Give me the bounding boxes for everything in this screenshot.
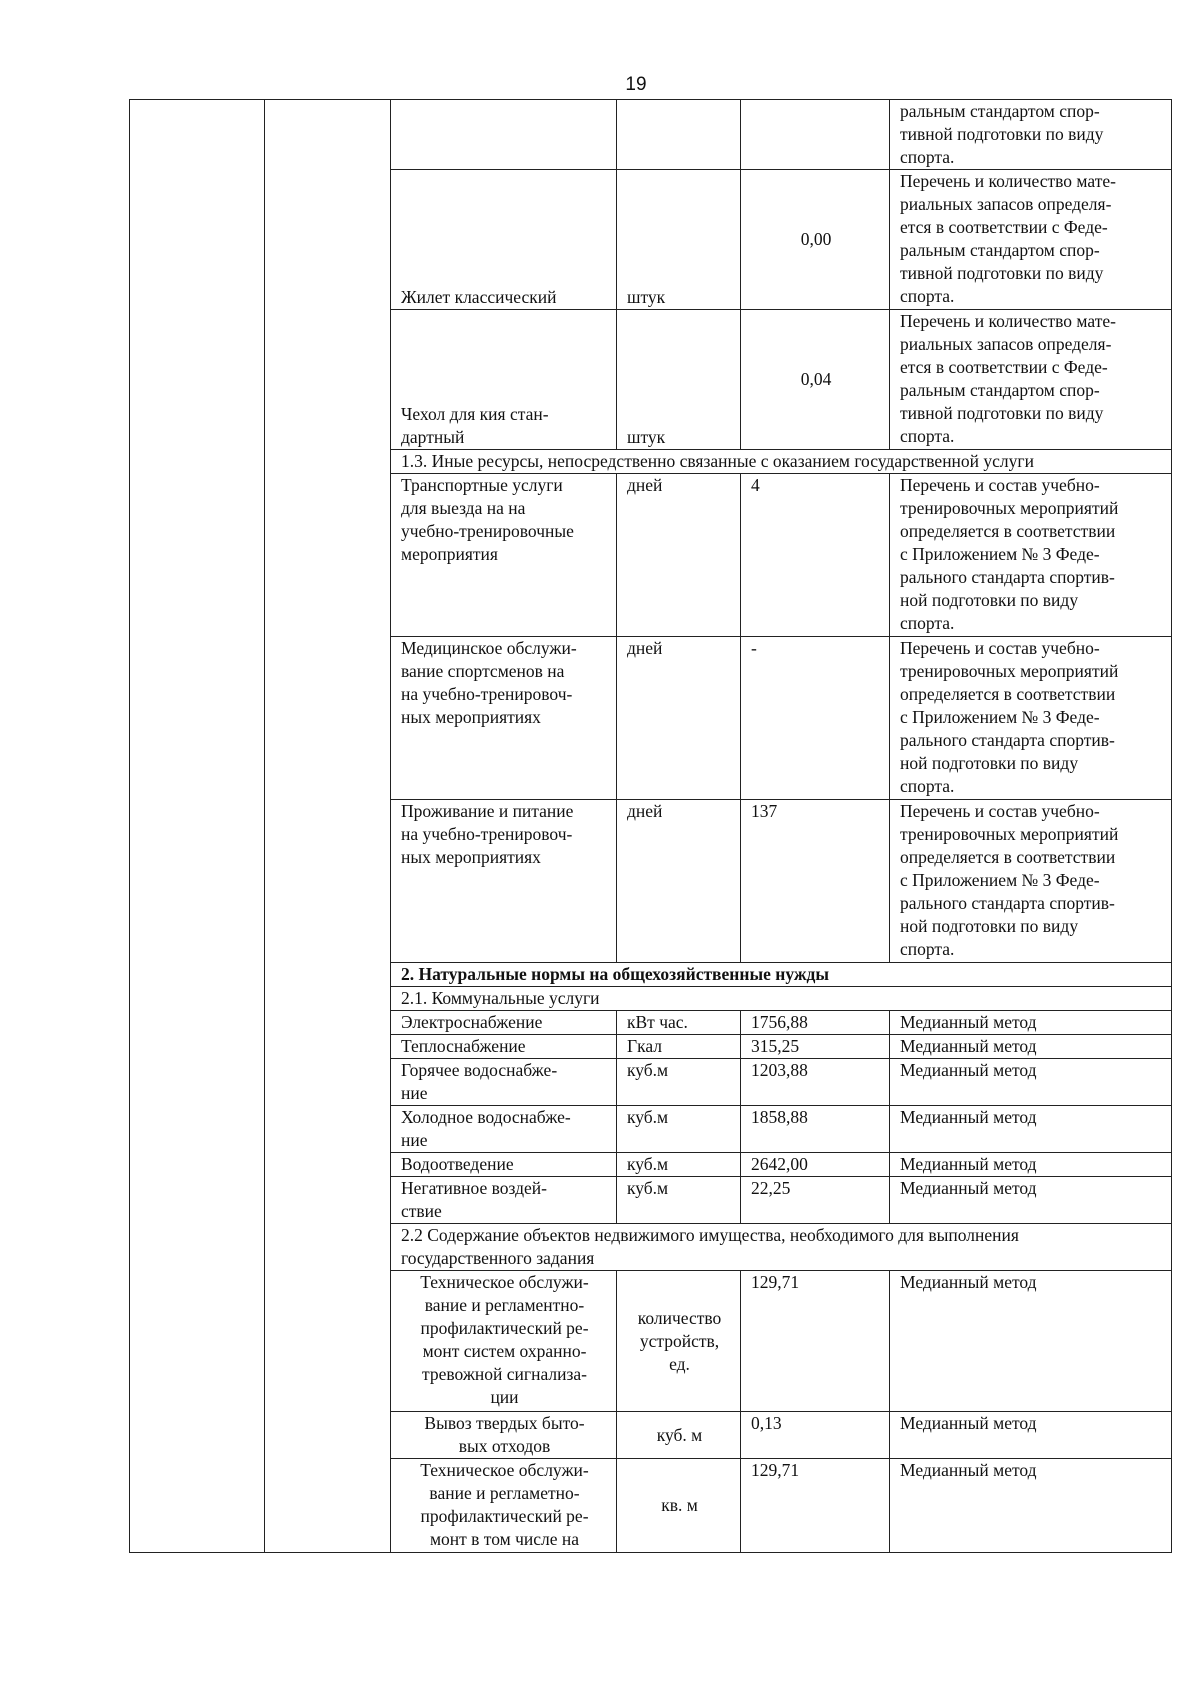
blank-column-2 <box>265 100 391 1553</box>
property-method: Медианный метод <box>890 1412 1172 1459</box>
resource-value: 4 <box>741 474 890 637</box>
property-name: Техническое обслужи- вание и регламетно- профилактический ре- монт в том числе на <box>391 1459 617 1553</box>
property-value: 129,71 <box>741 1459 890 1553</box>
utility-method: Медианный метод <box>890 1059 1172 1106</box>
utility-unit: куб.м <box>617 1106 741 1153</box>
utility-name: Горячее водоснабже- ние <box>391 1059 617 1106</box>
section-2-2-title: 2.2 Содержание объектов недвижимого имущества, необходимого для выполнения государственного задания <box>391 1224 1172 1271</box>
utility-name: Электроснабжение <box>391 1011 617 1035</box>
utility-value: 22,25 <box>741 1177 890 1224</box>
resource-name: Чехол для кия стан- дартный <box>391 310 617 450</box>
resource-value: 0,04 <box>741 310 890 450</box>
property-name: Техническое обслужи- вание и регламентно- профилактический ре- монт систем охранно- тревожной сигнализа- ции <box>391 1271 617 1412</box>
resource-name: Жилет классический <box>391 170 617 310</box>
page-number: 19 <box>625 74 647 95</box>
resource-unit: дней <box>617 800 741 963</box>
utility-name: Теплоснабжение <box>391 1035 617 1059</box>
property-unit: куб. м <box>617 1412 741 1459</box>
resource-unit: дней <box>617 474 741 637</box>
resource-value: 137 <box>741 800 890 963</box>
utility-name: Негативное воздей- ствие <box>391 1177 617 1224</box>
resource-unit: штук <box>617 310 741 450</box>
table-row <box>130 100 1172 170</box>
resource-name <box>391 100 617 170</box>
resource-note: Перечень и состав учебно- тренировочных мероприятий определяется в соответствии с Приложением № 3 Феде- рального стандарта спортив- ной подготовки по виду спорта. <box>890 637 1172 800</box>
resource-value <box>741 100 890 170</box>
resource-value: - <box>741 637 890 800</box>
utility-value: 1203,88 <box>741 1059 890 1106</box>
utility-name: Холодное водоснабже- ние <box>391 1106 617 1153</box>
resource-unit: штук <box>617 170 741 310</box>
resource-value: 0,00 <box>741 170 890 310</box>
utility-method: Медианный метод <box>890 1011 1172 1035</box>
resource-unit: дней <box>617 637 741 800</box>
utility-unit: Гкал <box>617 1035 741 1059</box>
resource-note: Перечень и состав учебно- тренировочных мероприятий определяется в соответствии с Приложением № 3 Феде- рального стандарта спортив- ной подготовки по виду спорта. <box>890 800 1172 963</box>
section-1-3-title: 1.3. Иные ресурсы, непосредственно связанные с оказанием государственной услуги <box>391 450 1172 474</box>
utility-value: 1858,88 <box>741 1106 890 1153</box>
resource-name: Медицинское обслужи- вание спортсменов на на учебно-тренировоч- ных мероприятиях <box>391 637 617 800</box>
utility-value: 1756,88 <box>741 1011 890 1035</box>
utility-unit: куб.м <box>617 1059 741 1106</box>
resource-note: Перечень и количество мате- риальных запасов определя- ется в соответствии с Феде- ральным стандартом спор- тивной подготовки по виду спорта. <box>890 170 1172 310</box>
utility-unit: кВт час. <box>617 1011 741 1035</box>
property-unit: кв. м <box>617 1459 741 1553</box>
utility-value: 315,25 <box>741 1035 890 1059</box>
blank-column-1 <box>130 100 265 1553</box>
resource-unit <box>617 100 741 170</box>
utility-value: 2642,00 <box>741 1153 890 1177</box>
resource-note: Перечень и состав учебно- тренировочных мероприятий определяется в соответствии с Приложением № 3 Феде- рального стандарта спортив- ной подготовки по виду спорта. <box>890 474 1172 637</box>
utility-method: Медианный метод <box>890 1153 1172 1177</box>
property-value: 129,71 <box>741 1271 890 1412</box>
property-unit: количество устройств, ед. <box>617 1271 741 1412</box>
property-method: Медианный метод <box>890 1459 1172 1553</box>
property-method: Медианный метод <box>890 1271 1172 1412</box>
utility-method: Медианный метод <box>890 1106 1172 1153</box>
resource-note: ральным стандартом спор- тивной подготовки по виду спорта. <box>890 100 1172 170</box>
utility-unit: куб.м <box>617 1177 741 1224</box>
utility-unit: куб.м <box>617 1153 741 1177</box>
norms-table <box>129 99 1172 1553</box>
resource-name: Транспортные услуги для выезда на на учебно-тренировочные мероприятия <box>391 474 617 637</box>
utility-method: Медианный метод <box>890 1177 1172 1224</box>
property-name: Вывоз твердых быто- вых отходов <box>391 1412 617 1459</box>
resource-note: Перечень и количество мате- риальных запасов определя- ется в соответствии с Феде- ральным стандартом спор- тивной подготовки по виду спорта. <box>890 310 1172 450</box>
property-value: 0,13 <box>741 1412 890 1459</box>
section-2-title: 2. Натуральные нормы на общехозяйственные нужды <box>391 963 1172 987</box>
utility-method: Медианный метод <box>890 1035 1172 1059</box>
resource-name: Проживание и питание на учебно-тренировоч- ных мероприятиях <box>391 800 617 963</box>
utility-name: Водоотведение <box>391 1153 617 1177</box>
section-2-1-title: 2.1. Коммунальные услуги <box>391 987 1172 1011</box>
